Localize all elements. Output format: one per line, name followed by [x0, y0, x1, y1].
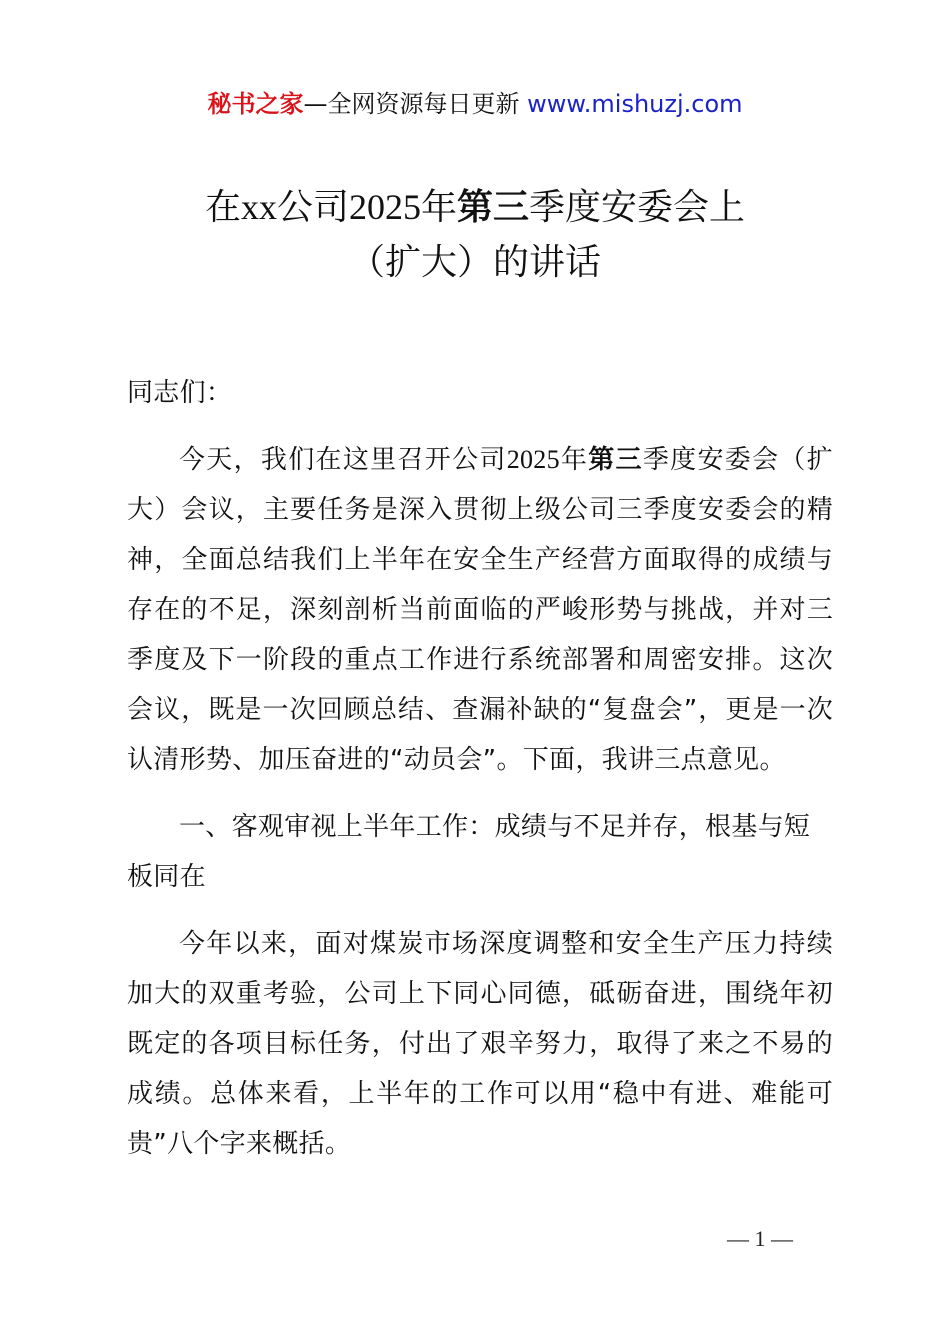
title-rest: 季度安委会上 — [529, 187, 746, 228]
site-url-link[interactable]: www.mishuzj.com — [527, 90, 743, 118]
paragraph-1-prefix: 今天，我们在这里召开公司 — [179, 445, 507, 475]
title-company: xx — [240, 187, 277, 227]
salutation: 同志们： — [127, 378, 233, 408]
site-name: 秘书之家 — [207, 90, 304, 118]
title-year-suffix: 年 — [420, 187, 457, 228]
document-title — [0, 180, 950, 290]
paragraph-1 — [127, 435, 833, 785]
title-year: 2025 — [348, 187, 421, 227]
document-body — [127, 368, 833, 1186]
title-bold: 第三 — [457, 187, 530, 228]
page-number: — 1 — — [727, 1226, 793, 1251]
title-line-2: （扩大）的讲话 — [348, 242, 601, 283]
title-mid: 公司 — [276, 187, 349, 228]
paragraph-1-year: 2025 — [506, 445, 560, 474]
paragraph-2: 今年以来，面对煤炭市场深度调整和安全生产压力持续加大的双重考验，公司上下同心同德，砥砺奋进，围绕年初既定的各项目标任务，付出了艰辛努力，取得了来之不易的成绩。总体来看，上半年的工作可以用“稳中有进、难能可贵”八个字来概括。 — [127, 929, 833, 1159]
site-header — [0, 86, 950, 122]
title-prefix: 在 — [204, 187, 241, 228]
site-slogan: —全网资源每日更新 — [303, 90, 520, 118]
paragraph-1-bold: 第三 — [588, 445, 643, 475]
section-heading-1: 一、客观审视上半年工作：成绩与不足并存，根基与短板同在 — [127, 812, 811, 892]
paragraph-1-rest: 季度安委会（扩大）会议，主要任务是深入贯彻上级公司三季度安委会的精神，全面总结我们上半年在安全生产经营方面取得的成绩与存在的不足，深刻剖析当前面临的严峻形势与挑战，并对三季度及下一阶段的重点工作进行系统部署和周密安排。这次会议，既是一次回顾总结、查漏补缺的“复盘会”，更是一次认清形势、加压奋进的“动员会”。下面，我讲三点意见。 — [127, 445, 833, 775]
title-line-1 — [0, 180, 950, 235]
paragraph-1-year-suffix: 年 — [559, 445, 589, 475]
